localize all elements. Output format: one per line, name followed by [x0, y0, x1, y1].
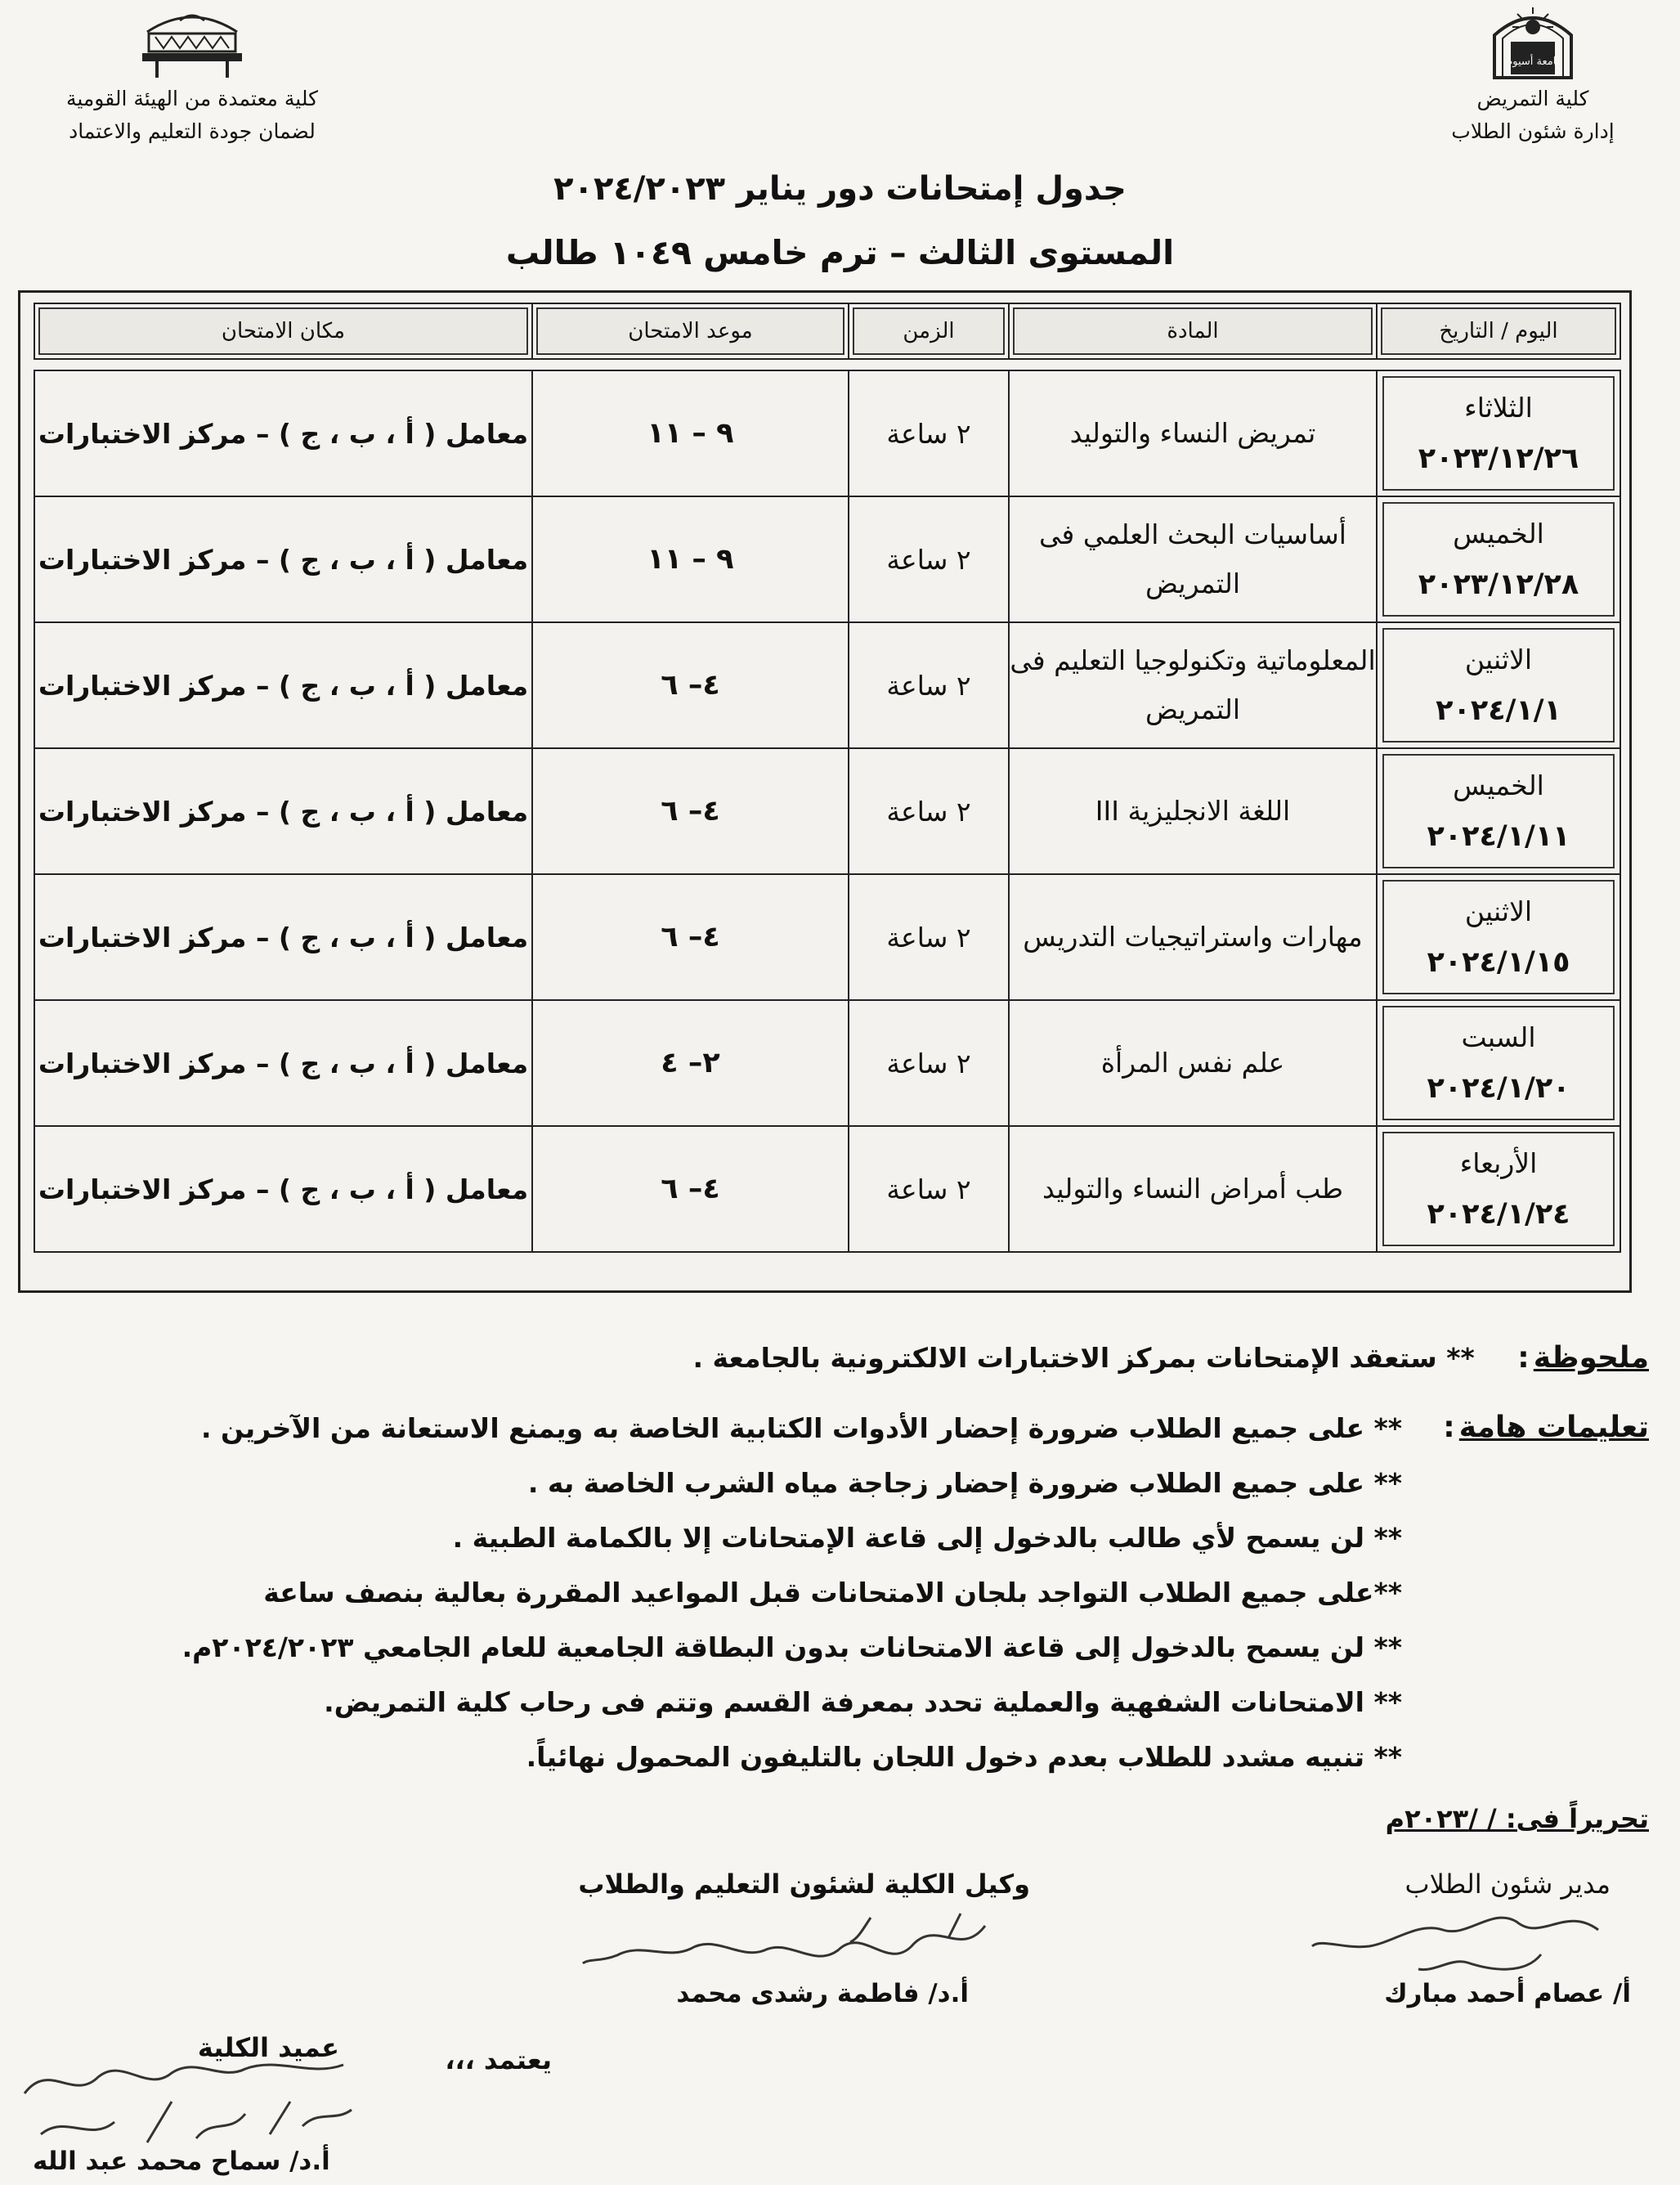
duration-cell: ٢ ساعة [849, 370, 1009, 496]
table-row [34, 748, 1620, 874]
day-name: السبت [1461, 1021, 1536, 1053]
time-cell: ٩ – ١١ [532, 370, 849, 496]
table-row [34, 496, 1620, 622]
director-name: أ/ عصام أحمد مبارك [1384, 1979, 1631, 2008]
day-name: الاثنين [1464, 644, 1533, 675]
day-date-cell [1377, 874, 1620, 1000]
dean-name: أ.د/ سماح محمد عبد الله [33, 2147, 330, 2176]
subject-cell: المعلوماتية وتكنولوجيا التعليم فى التمريض [1009, 622, 1377, 748]
day-name: الخميس [1453, 769, 1544, 801]
schedule-table-frame [18, 290, 1632, 1293]
instruction-item: ** على جميع الطلاب ضرورة إحضار زجاجة مياه الشرب الخاصة به . [527, 1467, 1402, 1499]
instruction-item: ** الامتحانات الشفهية والعملية تحدد بمعرفة القسم وتتم فى رحاب كلية التمريض. [324, 1686, 1402, 1718]
time-cell: ٤– ٦ [532, 748, 849, 874]
page-title: جدول إمتحانات دور يناير ٢٠٢٤/٢٠٢٣ [553, 170, 1127, 208]
subject-cell: أساسيات البحث العلمي فى التمريض [1009, 496, 1377, 622]
time-cell: ٩ – ١١ [532, 496, 849, 622]
day-name: الأربعاء [1459, 1147, 1538, 1179]
day-name: الثلاثاء [1464, 392, 1533, 424]
duration-cell: ٢ ساعة [849, 496, 1009, 622]
duration-cell: ٢ ساعة [849, 1000, 1009, 1126]
dated-line: تحريراً فى: / /٢٠٢٣م [1385, 1803, 1649, 1834]
time-cell: ٢– ٤ [532, 1000, 849, 1126]
note-colon: : [1507, 1341, 1530, 1375]
vice-dean-name: أ.د/ فاطمة رشدى محمد [676, 1979, 969, 2008]
header-day-date: اليوم / التاريخ [1377, 303, 1620, 359]
instructions-colon: : [1443, 1411, 1455, 1444]
time-cell: ٤– ٦ [532, 874, 849, 1000]
faculty-header [1435, 4, 1631, 148]
subject-cell: تمريض النساء والتوليد [1009, 370, 1377, 496]
svg-text:جامعة أسيوط: جامعة أسيوط [1503, 56, 1563, 68]
day-date-cell [1377, 748, 1620, 874]
day-date-cell [1377, 1126, 1620, 1252]
instruction-item: ** تنبيه مشدد للطلاب بعدم دخول اللجان بالتليفون المحمول نهائياً. [526, 1741, 1402, 1773]
subject-cell: علم نفس المرأة [1009, 1000, 1377, 1126]
day-date-cell [1377, 496, 1620, 622]
note-block [692, 1341, 1649, 1375]
table-row [34, 874, 1620, 1000]
place-cell: معامل ( أ ، ب ، ج ) – مركز الاختبارات [34, 1126, 532, 1252]
university-emblem-icon [1488, 4, 1578, 79]
instructions-label: تعليمات هامة [1458, 1411, 1649, 1444]
dean-title: عميد الكلية [197, 2032, 339, 2063]
duration-cell: ٢ ساعة [849, 748, 1009, 874]
note-label: ملحوظة [1533, 1341, 1649, 1375]
place-cell: معامل ( أ ، ب ، ج ) – مركز الاختبارات [34, 622, 532, 748]
exam-date: ٢٠٢٤/١/١ [1436, 694, 1561, 727]
instruction-item: **على جميع الطلاب التواجد بلجان الامتحانات قبل المواعيد المقررة بعالية بنصف ساعة [263, 1577, 1402, 1608]
table-row [34, 370, 1620, 496]
header-gap [34, 359, 1620, 370]
place-cell: معامل ( أ ، ب ، ج ) – مركز الاختبارات [34, 874, 532, 1000]
accreditation-line-2: لضمان جودة التعليم والاعتماد [69, 119, 316, 143]
day-name: الخميس [1453, 518, 1544, 550]
note-text: ** ستعقد الإمتحانات بمركز الاختبارات الالكترونية بالجامعة . [692, 1342, 1475, 1374]
place-cell: معامل ( أ ، ب ، ج ) – مركز الاختبارات [34, 370, 532, 496]
day-date-cell [1377, 1000, 1620, 1126]
table-row [34, 622, 1620, 748]
instructions-label-block [1443, 1411, 1649, 1444]
exam-date: ٢٠٢٣/١٢/٢٦ [1418, 442, 1579, 475]
place-cell: معامل ( أ ، ب ، ج ) – مركز الاختبارات [34, 748, 532, 874]
day-name: الاثنين [1464, 895, 1533, 927]
place-cell: معامل ( أ ، ب ، ج ) – مركز الاختبارات [34, 1000, 532, 1126]
exam-date: ٢٠٢٤/١/١٥ [1427, 946, 1570, 979]
instruction-item: ** لن يسمح بالدخول إلى قاعة الامتحانات بدون البطاقة الجامعية للعام الجامعي ٢٠٢٤/٢٠٢٣م. [181, 1631, 1402, 1663]
place-cell: معامل ( أ ، ب ، ج ) – مركز الاختبارات [34, 496, 532, 622]
exam-schedule-table [34, 303, 1621, 1253]
header-place: مكان الامتحان [34, 303, 532, 359]
duration-cell: ٢ ساعة [849, 1126, 1009, 1252]
faculty-name: كلية التمريض [1476, 87, 1589, 110]
table-row [34, 1000, 1620, 1126]
exam-date: ٢٠٢٤/١/٢٤ [1427, 1198, 1570, 1231]
approved-label: يعتمد ،،، [445, 2044, 552, 2075]
accreditation-logo-icon [131, 4, 253, 79]
exam-date: ٢٠٢٣/١٢/٢٨ [1418, 568, 1579, 601]
department-name: إدارة شئون الطلاب [1451, 119, 1615, 143]
subject-cell: مهارات واستراتيجيات التدريس [1009, 874, 1377, 1000]
day-date-cell [1377, 622, 1620, 748]
instruction-item: ** على جميع الطلاب ضرورة إحضار الأدوات الكتابية الخاصة به ويمنع الاستعانة من الآخرين . [201, 1412, 1402, 1444]
exam-date: ٢٠٢٤/١/١١ [1427, 820, 1570, 853]
vice-dean-signature-icon [576, 1901, 1001, 1983]
duration-cell: ٢ ساعة [849, 622, 1009, 748]
table-header-row [34, 303, 1620, 359]
exam-date: ٢٠٢٤/١/٢٠ [1427, 1072, 1570, 1105]
accreditation-line-1: كلية معتمدة من الهيئة القومية [65, 87, 319, 110]
director-signature-icon [1296, 1897, 1615, 1987]
time-cell: ٤– ٦ [532, 1126, 849, 1252]
duration-cell: ٢ ساعة [849, 874, 1009, 1000]
page-subtitle: المستوى الثالث – ترم خامس ١٠٤٩ طالب [505, 233, 1175, 272]
time-cell: ٤– ٦ [532, 622, 849, 748]
vice-dean-title: وكيل الكلية لشئون التعليم والطلاب [578, 1869, 1030, 1900]
instruction-item: ** لن يسمح لأي طالب بالدخول إلى قاعة الإمتحانات إلا بالكمامة الطبية . [452, 1522, 1402, 1554]
header-time: موعد الامتحان [532, 303, 849, 359]
header-subject: المادة [1009, 303, 1377, 359]
subject-cell: اللغة الانجليزية III [1009, 748, 1377, 874]
header-duration: الزمن [849, 303, 1009, 359]
subject-cell: طب أمراض النساء والتوليد [1009, 1126, 1377, 1252]
dean-signature-icon [8, 2044, 368, 2151]
day-date-cell [1377, 370, 1620, 496]
table-row [34, 1126, 1620, 1252]
director-title: مدير شئون الطلاب [1404, 1869, 1611, 1900]
accreditation-header [45, 4, 339, 148]
